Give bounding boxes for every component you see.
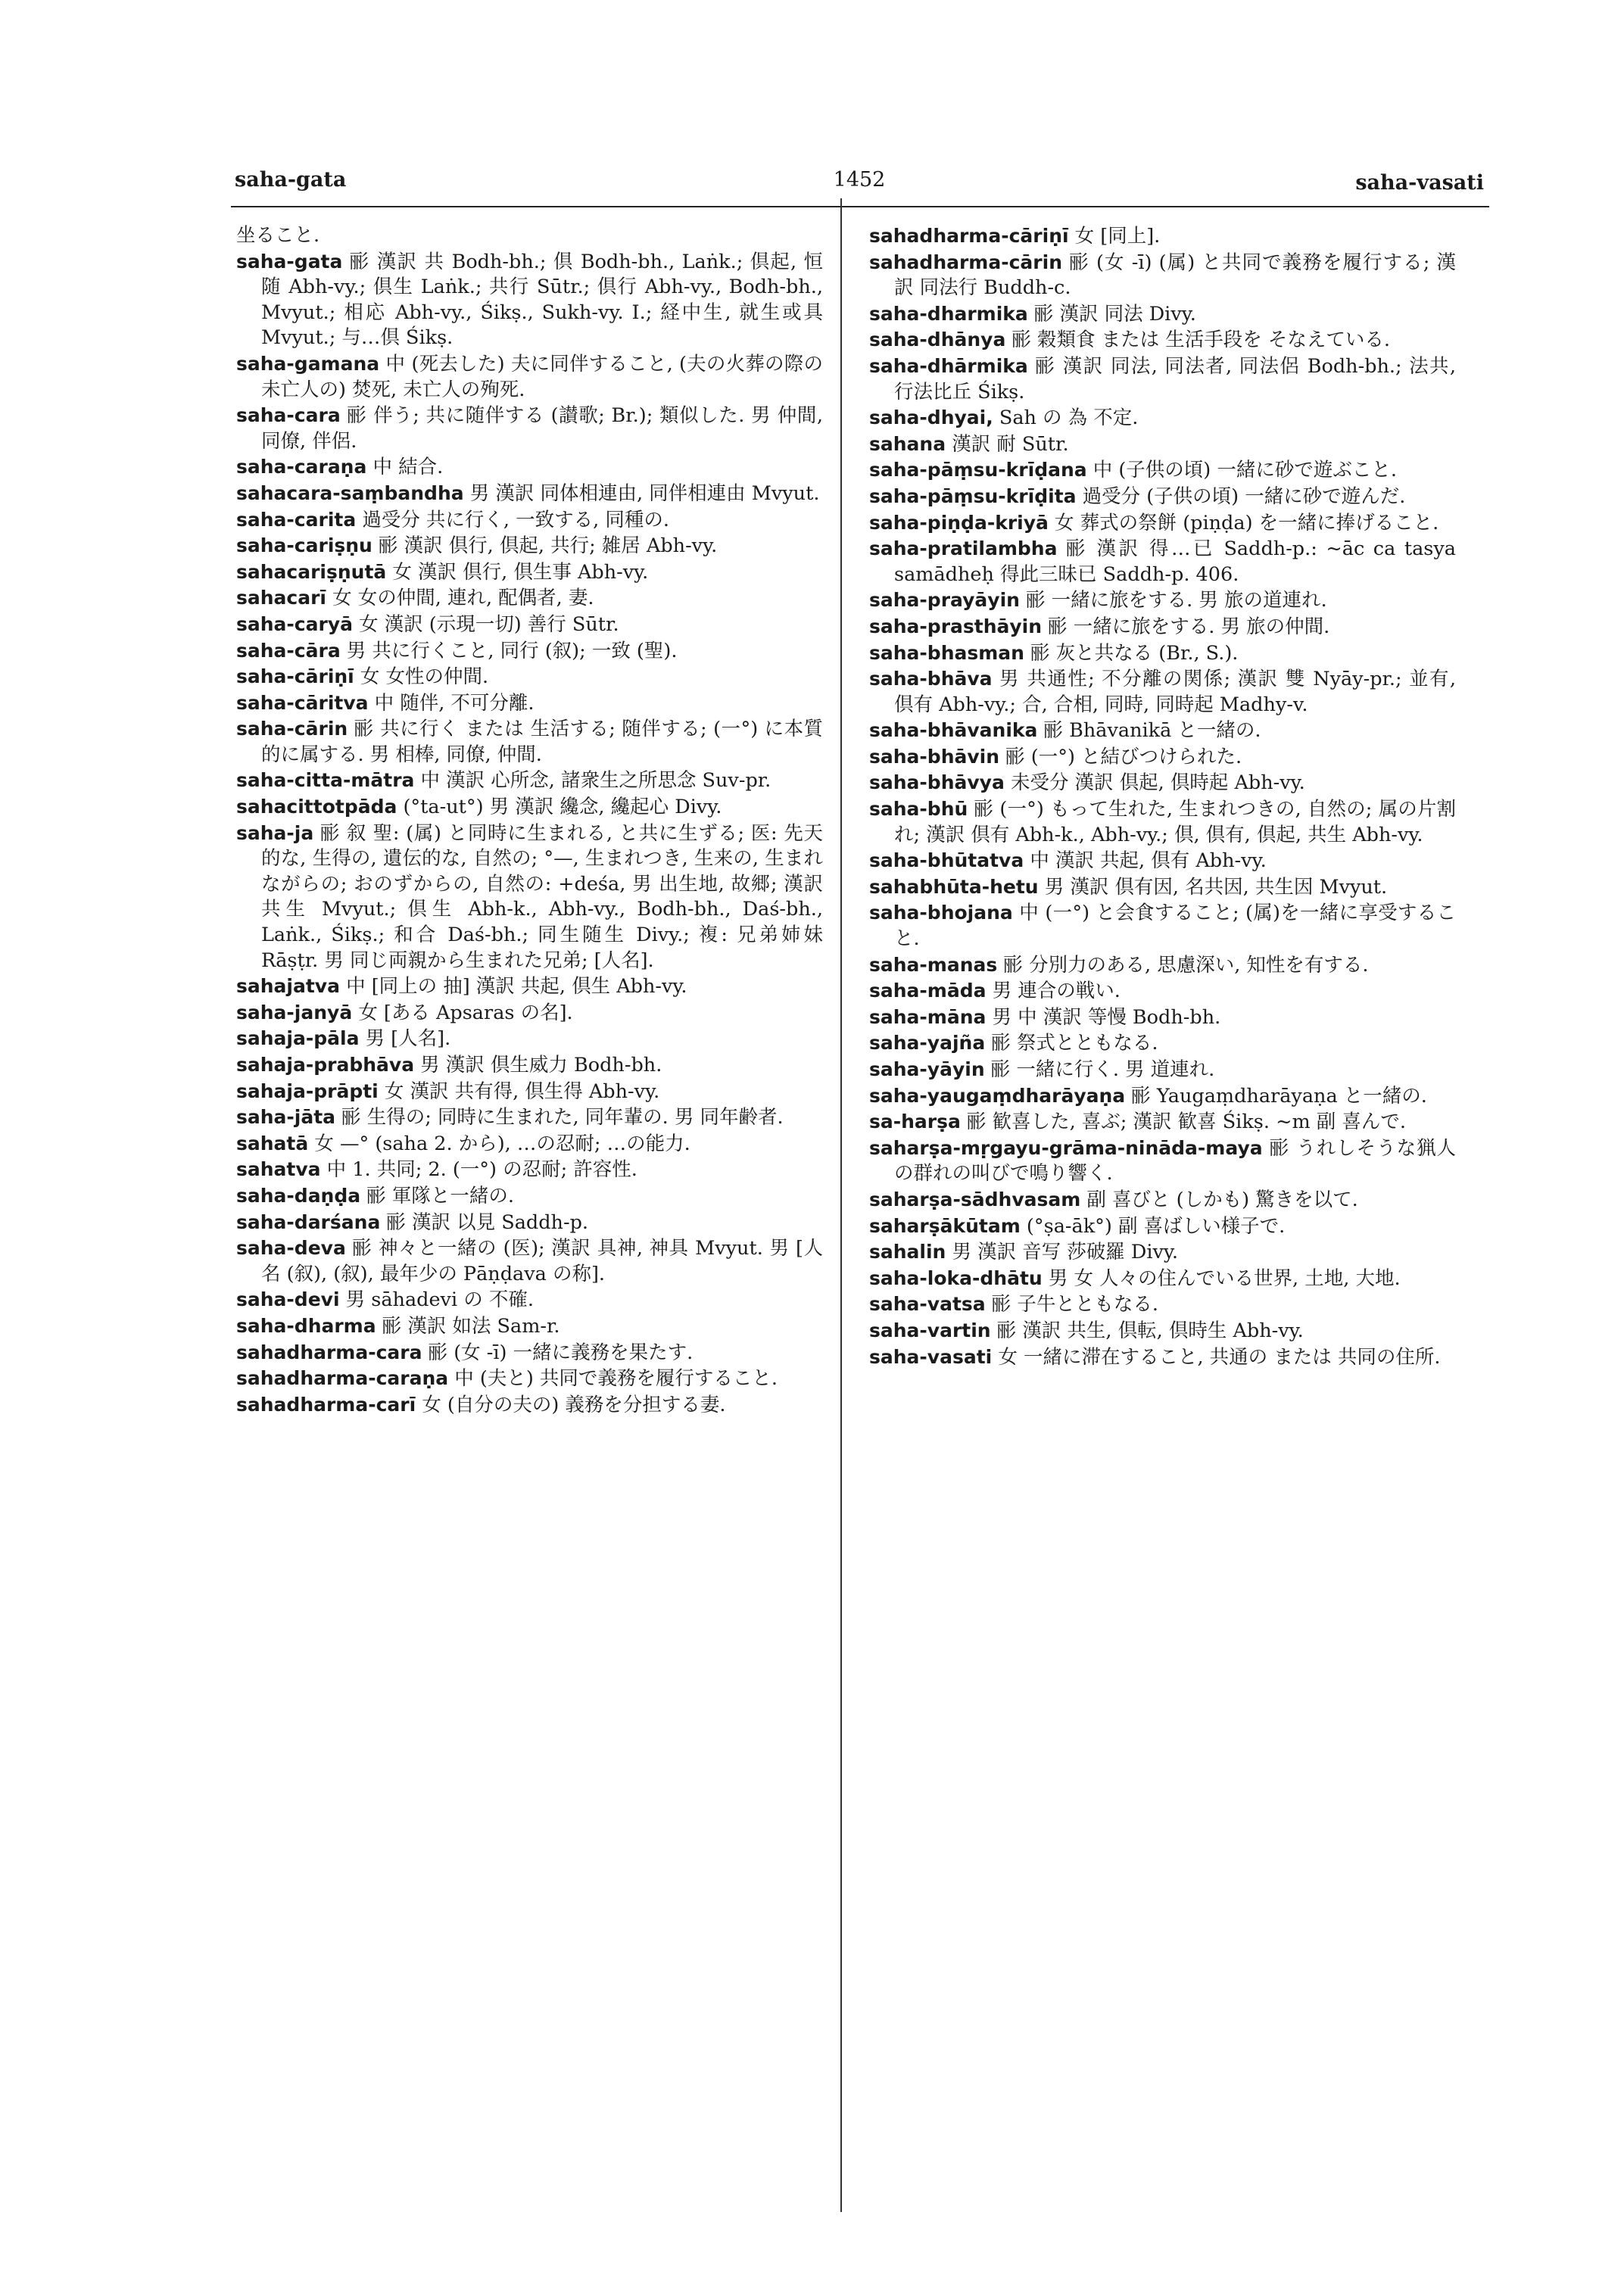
dictionary-entry (869, 1318, 1456, 1344)
entry-headword: saha-cāritva (236, 691, 369, 714)
dictionary-entry (869, 587, 1456, 614)
entry-headword: saha-cāra (236, 639, 341, 662)
entry-headword: saha-ja (236, 821, 314, 844)
page-number: 1452 (833, 168, 886, 192)
dictionary-entry (869, 250, 1456, 301)
dictionary-entry (236, 1026, 823, 1052)
entry-definition: 彨 穀類食 または 生活手段を そなえている. (1011, 329, 1390, 352)
entry-headword: saha-cariṣṇu (236, 534, 372, 557)
entry-headword: saha-dhyai, (869, 407, 993, 429)
entry-headword: sahadharma-cara (236, 1341, 422, 1363)
entry-headword: saha-vatsa (869, 1293, 986, 1316)
entry-definition: 彨 漢訳 同法, 同法者, 同法侶 Bodh-bh.; 法共, 行法比丘 Śikṣ. (894, 354, 1456, 403)
entry-definition: 副 喜びと (しかも) 驚きを以て. (1086, 1188, 1358, 1211)
dictionary-entry (869, 1136, 1456, 1187)
dictionary-entry (236, 403, 823, 454)
entry-headword: sahajatva (236, 975, 340, 998)
entry-headword: saha-dharma (236, 1314, 376, 1337)
entry-definition: 彨 叙 聖: (属) と同時に生まれる, と共に生ずる; 医: 先天的な, 生得の, 遺伝的な, 自然の; °—, 生まれつき, 生来の, 生まれながらの; おのずからの, 自然の: +deśa, 男 出生地, 故郷; 漢訳 共生 Mvyut.; 倶生 Abh-k., Abh-vy., Bodh-bh., Daś-bh., Laṅk., Śikṣ.; 和合 Daś-bh.; 同生随生 Divy.; 複: 兄弟姉妹 Rāṣṭr. 男 同じ両親から生まれた兄弟; [人名]. (261, 821, 823, 972)
entry-headword: saha-dharmika (869, 302, 1028, 325)
dictionary-entry (236, 974, 823, 1000)
dictionary-entry (869, 510, 1456, 537)
entry-headword: saha-vasati (869, 1345, 993, 1368)
dictionary-entry (869, 614, 1456, 640)
dictionary-entry (236, 1000, 823, 1027)
entry-definition: 女 葬式の祭餅 (piṇḍa) を一緒に捧げること. (1055, 511, 1439, 534)
entry-definition: 中 随伴, 不可分離. (374, 691, 535, 715)
dictionary-entry (869, 1057, 1456, 1083)
entry-definition: 中 (子供の頃) 一緒に砂で遊ぶこと. (1093, 459, 1397, 482)
dictionary-entry (236, 716, 823, 768)
dictionary-entry (869, 1213, 1456, 1240)
entry-headword: saha-janyā (236, 1001, 353, 1023)
dictionary-entry (869, 1005, 1456, 1031)
entry-headword: sahadharma-cāriṇī (869, 225, 1069, 247)
entry-headword: saha-caryā (236, 612, 353, 635)
dictionary-entry (236, 638, 823, 665)
entry-definition: 男 漢訳 同体相連由, 同伴相連由 Mvyut. (469, 481, 820, 505)
dictionary-entry (236, 351, 823, 403)
entry-headword: sahatā (236, 1132, 309, 1154)
entry-definition: 彨 軍隊と一緒の. (366, 1184, 514, 1207)
entry-definition: 中 (死去した) 夫に同伴すること, (夫の火葬の際の未亡人の) 焚死, 未亡人の殉死. (261, 352, 823, 401)
entry-headword: saha-cāriṇī (236, 665, 354, 688)
dictionary-entry (236, 249, 823, 351)
entry-definition: 女 —° (saha 2. から), …の忍耐; …の能力. (314, 1132, 690, 1155)
dictionary-entry (869, 640, 1456, 667)
entry-definition: 中 漢訳 共起, 倶有 Abh-vy. (1030, 849, 1267, 873)
entry-definition: (°ta-ut°) 男 漢訳 纔念, 纔起心 Divy. (403, 796, 722, 819)
dictionary-entry (236, 1052, 823, 1079)
entry-headword: sahacittotpāda (236, 796, 397, 818)
dictionary-entry (236, 768, 823, 794)
dictionary-entry (236, 794, 823, 821)
entry-definition: 過受分 共に行く, 一致する, 同種の. (362, 508, 669, 531)
entry-headword: saha-bhū (869, 798, 968, 821)
dictionary-entry (236, 690, 823, 717)
entry-definition: 彨 (一°) もって生れた, 生まれつきの, 自然の; 属の片割れ; 漢訳 倶有 Abh-k., Abh-vy.; 倶, 倶有, 倶起, 共生 Abh-vy. (894, 798, 1456, 846)
dictionary-entry (236, 1157, 823, 1183)
dictionary-entry (869, 405, 1456, 431)
entry-headword: saharṣākūtam (869, 1214, 1021, 1237)
dictionary-entry (236, 481, 823, 507)
dictionary-entry (869, 1291, 1456, 1318)
dictionary-entry (869, 874, 1456, 901)
dictionary-entry (236, 507, 823, 534)
running-head-right: saha-vasati (1355, 171, 1484, 195)
entry-headword: sahana (869, 432, 946, 455)
dictionary-entry (869, 900, 1456, 952)
entry-headword: saha-devi (236, 1288, 340, 1311)
entry-headword: saha-yajña (869, 1032, 986, 1055)
dictionary-entry (869, 327, 1456, 354)
dictionary-entry (869, 796, 1456, 848)
entry-headword: sahacara-saṃbandha (236, 481, 464, 504)
dictionary-entry (869, 457, 1456, 484)
dictionary-entry (869, 744, 1456, 771)
entry-headword: saha-citta-mātra (236, 769, 415, 792)
entry-definition: 男 sāhadevi の 不確. (345, 1288, 534, 1312)
dictionary-entry (236, 612, 823, 638)
entry-definition: 女 一緒に滞在すること, 共通の または 共同の住所. (998, 1345, 1441, 1369)
dictionary-entry (869, 1266, 1456, 1292)
entry-headword: saha-gata (236, 250, 343, 273)
entry-headword: saha-deva (236, 1237, 346, 1260)
dictionary-entry (869, 952, 1456, 979)
entry-definition: 彨 (女 -ī) (属) と共同で義務を履行する; 漢訳 同法行 Buddh-c. (894, 251, 1456, 300)
dictionary-entry (869, 301, 1456, 328)
entry-definition: 彨 漢訳 得…已 Saddh-p.: ~āc ca tasya samādheḥ 得此三昧已 Saddh-p. 406. (894, 537, 1456, 586)
entry-definition: 女 [同上]. (1074, 225, 1161, 248)
entry-definition: 彨 歓喜した, 喜ぶ; 漢訳 歓喜 Śikṣ. ~m 副 喜んで. (966, 1111, 1406, 1134)
entry-headword: sahalin (869, 1241, 946, 1263)
entry-definition: 彨 うれしそうな猟人の群れの叫びで鳴り響く. (894, 1136, 1456, 1185)
dictionary-entry (236, 1131, 823, 1157)
dictionary-entry (869, 431, 1456, 458)
entry-definition: (°ṣa-āk°) 副 喜ばしい様子で. (1026, 1214, 1286, 1238)
dictionary-entry (869, 484, 1456, 510)
entry-headword: sahatva (236, 1158, 321, 1181)
entry-headword: saha-cara (236, 404, 341, 427)
entry-definition: 彨 一緒に旅をする. 男 旅の仲間. (1048, 615, 1330, 638)
entry-headword: saha-pāṃsu-krīḍita (869, 484, 1077, 507)
entry-definition: 彨 子牛とともなる. (991, 1293, 1158, 1316)
entry-headword: saha-piṇḍa-kriyā (869, 511, 1049, 534)
dictionary-entry (236, 454, 823, 481)
entry-definition: 彨 伴う; 共に随伴する (讃歌; Br.); 類似した. 男 仲間, 同僚, 伴侶. (261, 404, 824, 453)
entry-headword: sahacarī (236, 587, 327, 609)
left-column (236, 223, 823, 1418)
dictionary-entry (869, 536, 1456, 587)
entry-headword: saha-bhāva (869, 668, 993, 690)
entry-headword: saha-dhānya (869, 329, 1006, 351)
entry-definition: 男 漢訳 倶有因, 名共因, 共生因 Mvyut. (1044, 875, 1388, 899)
dictionary-entry (869, 354, 1456, 405)
dictionary-entry (869, 1239, 1456, 1266)
entry-definition: 彨 漢訳 倶行, 倶起, 共行; 雑居 Abh-vy. (378, 534, 718, 558)
dictionary-entry (236, 1392, 823, 1419)
entry-definition: 男 共通性; 不分離の関係; 漢訳 雙 Nyāy-pr.; 並有, 倶有 Abh-vy.; 合, 合相, 同時, 同時起 Madhy-v. (894, 668, 1456, 716)
entry-headword: saharṣa-sādhvasam (869, 1188, 1081, 1210)
dictionary-entry (236, 559, 823, 586)
entry-definition: 未受分 漢訳 倶起, 倶時起 Abh-vy. (1010, 771, 1305, 795)
entry-headword: saha-caraṇa (236, 456, 367, 478)
dictionary-entry (236, 1366, 823, 1392)
dictionary-entry (869, 978, 1456, 1005)
entry-definition: 中 漢訳 心所念, 諸衆生之所思念 Suv-pr. (420, 769, 771, 793)
entry-definition: 過受分 (子供の頃) 一緒に砂で遊んだ. (1082, 484, 1406, 508)
entry-definition: 中 1. 共同; 2. (一°) の忍耐; 許容性. (326, 1158, 637, 1182)
entry-headword: saha-carita (236, 508, 357, 531)
dictionary-entry (869, 718, 1456, 744)
entry-headword: sahadharma-cārin (869, 251, 1062, 273)
entry-definition: 彨 漢訳 共 Bodh-bh.; 倶 Bodh-bh., Laṅk.; 倶起, 恒随 Abh-vy.; 倶生 Laṅk.; 共行 Sūtr.; 倶行 Abh-vy., Bodh-bh., Mvyut.; 相応 Abh-vy., Śikṣ., Sukh-vy. I.; 経中生, 就生或具 Mvyut.; 与…倶 Śikṣ. (261, 250, 823, 350)
dictionary-entry (236, 1079, 823, 1105)
dictionary-entry (236, 1287, 823, 1313)
dictionary-entry (869, 1344, 1456, 1371)
entry-headword: saha-darśana (236, 1210, 381, 1233)
entry-headword: sahadharma-caraṇa (236, 1367, 449, 1390)
right-column (869, 223, 1456, 1370)
entry-definition: 中 (一°) と会食すること; (属)を一緒に享受すること. (894, 902, 1456, 951)
entry-definition: 彨 分別力のある, 思慮深い, 知性を有する. (1003, 953, 1369, 977)
column-divider (840, 198, 842, 2212)
page-header (235, 168, 1484, 206)
entry-headword: sa-harṣa (869, 1111, 961, 1133)
entry-headword: saha-loka-dhātu (869, 1266, 1043, 1289)
dictionary-entry (236, 533, 823, 559)
entry-headword: saha-yāyin (869, 1058, 985, 1080)
dictionary-entry (236, 821, 823, 974)
dictionary-entry (236, 1340, 823, 1366)
entry-definition: 女 女性の仲間. (360, 665, 489, 689)
entry-definition: 彨 共に行く または 生活する; 随伴する; (一°) に本質的に属する. 男 相棒, 同僚, 仲間. (261, 718, 824, 766)
entry-definition: 彨 漢訳 以見 Saddh-p. (386, 1210, 589, 1234)
entry-definition: 彨 漢訳 同法 Divy. (1033, 302, 1196, 326)
dictionary-entry (869, 1109, 1456, 1136)
dictionary-entry (236, 1104, 823, 1131)
entry-headword: saha-prasthāyin (869, 615, 1043, 637)
dictionary-entry (869, 223, 1456, 250)
entry-definition: 漢訳 耐 Sūtr. (952, 432, 1069, 456)
entry-headword: saha-cārin (236, 718, 348, 740)
entry-headword: saha-yaugaṃdharāyaṇa (869, 1084, 1126, 1107)
entry-definition: Sah の 為 不定. (999, 407, 1139, 430)
entry-definition: 女 漢訳 倶行, 倶生事 Abh-vy. (392, 560, 649, 584)
entry-definition: 彨 神々と一緒の (医); 漢訳 具神, 神具 Mvyut. 男 [人名 (叙), (叙), 最年少の Pāṇḍava の称]. (261, 1237, 823, 1285)
entry-definition: 男 連合の戦い. (992, 980, 1121, 1003)
entry-definition: 彨 漢訳 如法 Sam-r. (382, 1314, 560, 1338)
entry-headword: saha-bhāvanika (869, 719, 1038, 742)
entry-headword: saha-pāṃsu-krīḍana (869, 459, 1087, 481)
dictionary-entry (869, 848, 1456, 874)
entry-headword: saha-māda (869, 980, 987, 1002)
dictionary-entry (869, 1187, 1456, 1213)
entry-definition: 彨 一緒に旅をする. 男 旅の道連れ. (1026, 589, 1327, 612)
entry-headword: saha-manas (869, 953, 998, 976)
dictionary-entry (236, 1183, 823, 1210)
entry-definition: 女 漢訳 共有得, 倶生得 Abh-vy. (384, 1080, 660, 1103)
entry-headword: sahabhūta-hetu (869, 875, 1039, 898)
entry-headword: saha-dhārmika (869, 354, 1028, 377)
dictionary-entry (869, 1030, 1456, 1057)
entry-headword: sahaja-prabhāva (236, 1054, 415, 1076)
entry-headword: saha-bhasman (869, 641, 1024, 664)
entry-headword: saha-bhāvya (869, 771, 1005, 794)
dictionary-entry (236, 1313, 823, 1340)
entry-headword: saha-jāta (236, 1106, 336, 1129)
entry-headword: saha-pratilambha (869, 537, 1058, 560)
entry-definition: 彨 生得の; 同時に生まれた, 同年輩の. 男 同年齢者. (341, 1106, 784, 1129)
entry-definition: 彨 漢訳 共生, 倶転, 倶時生 Abh-vy. (996, 1319, 1304, 1342)
dictionary-entry (869, 666, 1456, 718)
entry-headword: saha-gamana (236, 352, 380, 375)
entry-definition: 彨 一緒に行く. 男 道連れ. (990, 1058, 1215, 1081)
entry-headword: sahaja-pāla (236, 1027, 360, 1050)
entry-headword: saha-prayāyin (869, 589, 1020, 612)
entry-definition: 彨 祭式とともなる. (991, 1032, 1158, 1055)
dictionary-entry (236, 585, 823, 612)
entry-headword: sahaja-prāpti (236, 1080, 379, 1102)
entry-headword: saha-bhūtatva (869, 849, 1024, 872)
entry-headword: saha-vartin (869, 1319, 991, 1341)
dictionary-entry (236, 223, 823, 249)
entry-definition: 女 漢訳 (示現一切) 善行 Sūtr. (359, 612, 619, 636)
entry-definition: 男 漢訳 音写 莎破羅 Divy. (952, 1241, 1179, 1264)
entry-definition: 男 共に行くこと, 同行 (叙); 一致 (聖). (346, 639, 678, 662)
entry-definition: 女 (自分の夫の) 義務を分担する妻. (422, 1393, 726, 1416)
dictionary-entry (869, 770, 1456, 796)
entry-definition: 男 女 人々の住んでいる世界, 土地, 大地. (1048, 1266, 1401, 1290)
header-rule (231, 206, 1489, 207)
running-head-left: saha-gata (235, 168, 347, 192)
entry-definition: 女 [ある Apsaras の名]. (358, 1001, 573, 1024)
entry-definition: 中 [同上の 抽] 漢訳 共起, 倶生 Abh-vy. (346, 975, 687, 999)
dictionary-entry (236, 1210, 823, 1236)
entry-definition: 坐ること. (236, 224, 320, 247)
entry-definition: 彨 Bhāvanikā と一緒の. (1043, 719, 1261, 743)
entry-headword: saha-māna (869, 1005, 987, 1028)
entry-definition: 男 [人名]. (365, 1027, 451, 1051)
dictionary-entry (869, 1083, 1456, 1110)
entry-definition: 女 女の仲間, 連れ, 配偶者, 妻. (332, 587, 594, 610)
entry-definition: 中 結合. (372, 456, 444, 479)
entry-headword: sahadharma-carī (236, 1393, 416, 1416)
entry-headword: saha-daṇḍa (236, 1184, 361, 1207)
entry-headword: saha-bhojana (869, 902, 1013, 924)
dictionary-entry (236, 1235, 823, 1287)
entry-definition: 彨 Yaugaṃdharāyaṇa と一緒の. (1131, 1084, 1427, 1108)
entry-headword: saharṣa-mṛgayu-grāma-ninādа-maya (869, 1136, 1263, 1159)
entry-definition: 中 (夫と) 共同で義務を履行すること. (454, 1367, 778, 1391)
entry-definition: 男 漢訳 倶生威力 Bodh-bh. (420, 1054, 662, 1076)
entry-headword: saha-bhāvin (869, 745, 1000, 768)
entry-definition: 彨 (女 -ī) 一緒に義務を果たす. (428, 1341, 694, 1364)
entry-definition: 彨 (一°) と結びつけられた. (1005, 745, 1242, 768)
entry-definition: 男 中 漢訳 等慢 Bodh-bh. (992, 1005, 1221, 1029)
dictionary-entry (236, 664, 823, 690)
entry-definition: 彨 灰と共なる (Br., S.). (1030, 641, 1239, 665)
entry-headword: sahacariṣṇutā (236, 560, 387, 583)
